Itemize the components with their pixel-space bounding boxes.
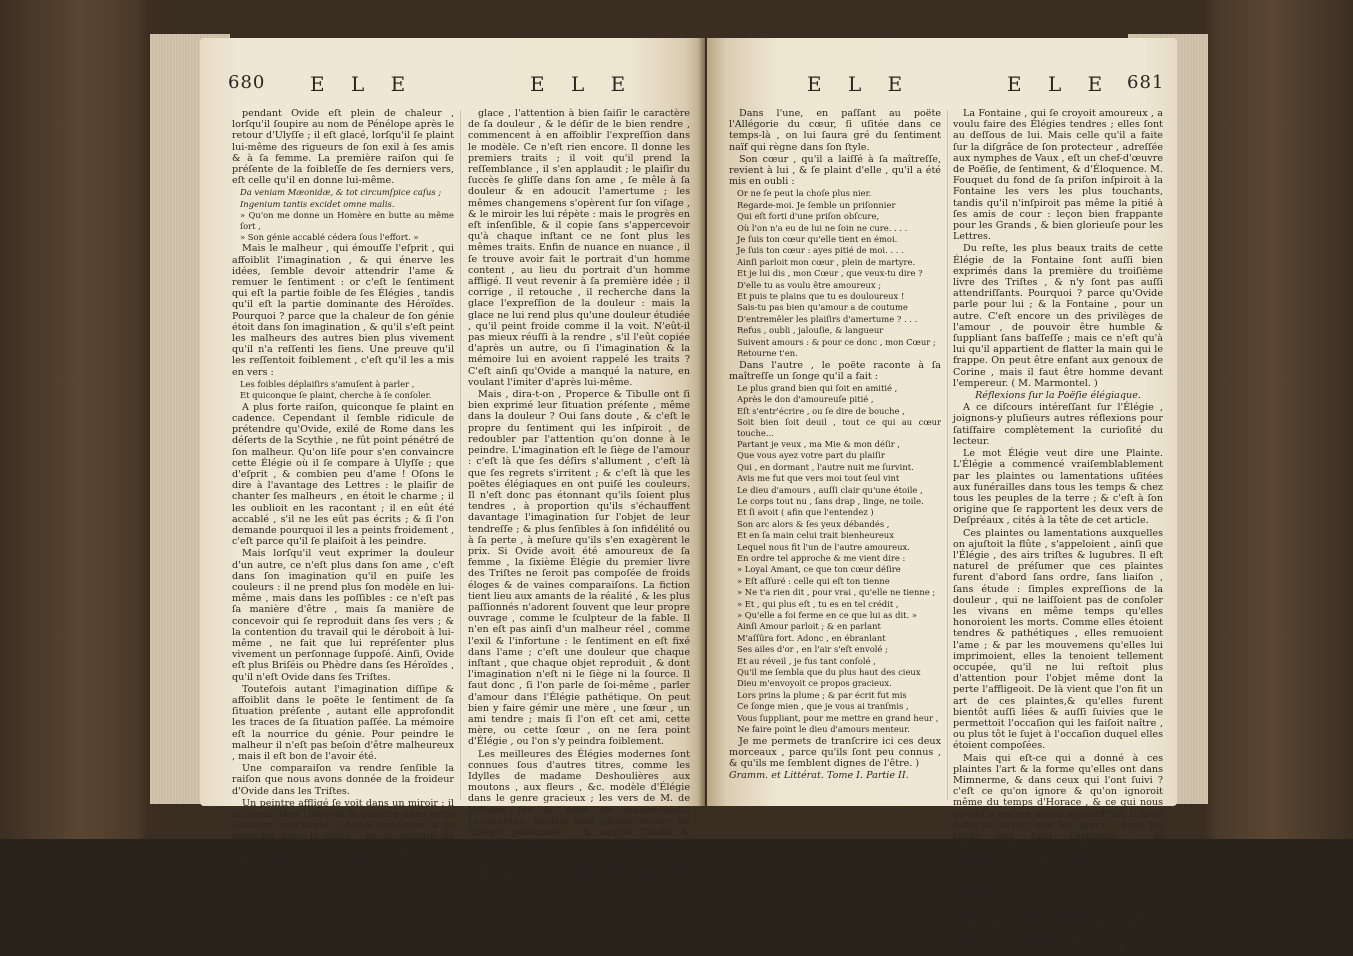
verse-line: Partant je veux , ma Mie & mon déſir , [737,438,901,449]
verse-line: Suivent amours : & pour ce donc , mon Cœur ; [737,336,936,347]
verse-line: Ne faire point le dieu d'amours menteur. [737,724,910,735]
verse-line: Qu'il me ſembla que du plus haut des cieux [737,667,921,678]
verse-line: Or ne ſe peut la choſe plus nier. [737,188,872,199]
verse-line: » Loyal Amant, ce que ton cœur déſire [737,564,901,575]
verse-line: Les foibles déplaiſirs s'amuſent à parler , [240,378,415,389]
verse-line: Regarde-moi. Je ſemble un priſonnier [737,199,896,210]
verse-line: Ce ſonge mien , que je vous ai tranſmis , [737,701,909,712]
paragraph: pendant Ovide eſt plein de chaleur , lorſqu'il ſoupire au nom de Pénélope après le retour d'Ulyſſe ; il eſt glacé, lorſqu'il ſe plaint lui-même des rigueurs de ſon exil à ſes amis & à ſa femme. La première raiſon qui ſe préſente de la foibleſſe de ſes derniers vers, eſt celle qu'il en donne lui-même. [232,108,454,187]
verse-line: Lequel nous fit l'un de l'autre amoureux. [737,541,910,552]
paragraph: Une comparaiſon va rendre ſenſible la raiſon que nous avons donnée de la froideur d'Ovide dans les Triſtes. [232,763,454,797]
verse-line: Je ſuis ton cœur : ayes pitié de moi. . . . [737,245,904,256]
verse-line: Après le don d'amoureuſe pitié , [737,394,874,405]
paragraph: Mais lorſqu'il veut exprimer la douleur d'un autre, ce n'eſt plus dans ſon ame , c'eſt dans ſon imagination qu'il en puiſe les couleurs : il ne prend plus ſon modèle en lui-même , mais dans les poſſibles : ce n'eſt pas ſa manière d'être , mais ſa manière de concevoir qui ſe reproduit dans ſes vers ; & la contention du travail qui le déroboit à lui-même , ne fait que lui repréſenter plus vivement un perſonnage ſuppoſé. Ainſi, Ovide eſt plus Briſéis ou Phèdre dans ſes Héroïdes , qu'il n'eſt Ovide dans ſes Triſtes. [232,548,454,683]
verse-line: Ainſi Amour parloit ; & en parlant [737,621,881,632]
verse-line: Je ſuis ton cœur qu'elle tient en émoi. [737,234,898,245]
right-page-column-2 [953,108,1163,956]
verse-line: » Et , qui plus eſt , tu es en tel crédit , [737,598,899,609]
left-page-column-2 [468,108,690,908]
verse-line: D'elle tu as voulu être amoureux ; [737,279,882,290]
column-divider [947,110,948,800]
verse-line: Le plus grand bien qui ſoit en amitié , [737,382,898,393]
verse-line: Avis me fut que vers moi tout ſeul vint [737,473,900,484]
verse-line: Qui eſt forti d'une priſon obſcure, [737,211,880,222]
verse-line: Soit bien ſoit deuil , tout ce qui au cœur touche... [737,417,941,438]
page-number-left: 680 [228,72,266,93]
paragraph: Ces plaintes ou lamentations auxquelles on ajuſtoit la flûte , s'appeloient , ainſi que l'Élégie , des airs triſtes & lugubres. Il eſt naturel de préſumer que ces plaintes furent d'abord ſans ordre, ſans liaiſon , ſans étude : ſimples expreſſions de la douleur , qui ne laiſſoient pas de conſoler les vivans en même temps qu'elles honoroient les morts. Comme elles étoient tendres & pathétiques , elles remuoient l'ame ; & par les mouvemens qu'elles lui imprimoient, elles la tenoient tellement occupée, qu'il ne lui reſtoit plus d'attention pour l'objet même dont la perte l'affligeoit. De là vient que l'on fit un art de ces plaintes,& qu'elles furent bientôt auſſi liées & auſſi ſuivies que le permettoit l'occaſion qui les faiſoit naître , ou plus tôt le ſujet à l'occaſion duquel elles étoient compoſées. [953,527,1163,752]
verse-line: Retourne t'en. [737,348,798,359]
paragraph: Dans l'une, en paſſant au poëte l'Allégorie du cœur, ſi uſitée dans ce temps-là , on lui ſaura gré du ſentiment naïf qui règne dans ſon ſtyle. [729,108,941,153]
paragraph: Enſuite les poëtes, qui avoient employé cette meſure pour ſoupirer leurs peines , l'employèrent pour chanter leurs plaiſirs ; de là , par la bizarrerie de l'u- [953,899,1163,944]
column-divider [460,110,461,800]
paragraph: A plus forte raiſon, quiconque ſe plaint en cadence. Cependant il ſemble ridicule de prétendre qu'Ovide, exilé de Rome dans les déſerts de la Scythie , ne fût point pénétré de ſon malheur. Qu'on liſe pour s'en convaincre cette Élégie où il ſe compare à Ulyſſe ; que d'eſprit , & combien peu d'ame ! Oſons le dire à l'avantage des Lettres : le plaiſir de chanter ſes malheurs , en étoit le charme ; il les oublioit en les racontant ; il en eût été accablé , s'il ne les eût pas écrits ; & ſi l'on demande pourquoi il les a peints froidement , c'eſt parce qu'il ſe plaiſoit à les peindre. [232,401,454,548]
left-page [200,38,705,908]
running-head-left-b: E L E [530,72,636,96]
verse-line: Et je lui dis , mon Cœur , que veux-tu dire ? [737,268,923,279]
verse-line: Eſt s'entr'écrire , ou ſe dire de bouche , [737,405,905,416]
verse-line: » Ne t'a rien dit , pour vrai , qu'elle ne tienne ; [737,587,936,598]
left-page-column-1 [232,108,454,865]
paragraph: (¶ On retrouve quelque trace de l'Élégie ancienne dans la quatrième & la ſixième des Élégies de Marot. [468,861,690,896]
verse-line: Da veniam Mæonidæ, & tot circumſpice caſus ; [240,187,442,198]
verse-line: Le corps tout nu , ſans drap , linge, ne toile. [737,495,924,506]
verse-line: Et quiconque ſe plaint, cherche à ſe conſoler. [240,390,432,401]
paragraph: glace , l'attention à bien ſaiſir le caractère de ſa douleur , & le déſir de le bien rendre , commencent à en affoiblir l'expreſſion dans le modèle. Ce n'eſt rien encore. Il donne les premiers traits ; il voit qu'il prend la reſſemblance , il s'en applaudit ; le plaiſir du ſuccès ſe gliſſe dans ſon ame , ſe mêle à ſa douleur & en adoucit l'amertume ; les mêmes changemens s'opèrent ſur ſon viſage , & le miroir les lui répète : mais le progrès en eſt inſenſible, & il copie ſans s'appercevoir qu'à chaque inſtant ce ne ſont plus les mêmes traits. Enfin de nuance en nuance , il ſe trouve avoir fait le portrait d'un homme content , au lieu du portrait d'un homme affligé. Il veut revenir à ſa première idée ; il corrige , il retouche , il recherche dans la glace l'expreſſion de la douleur : mais la glace ne lui rend plus qu'une douleur étudiée , qu'il peint froide comme il la voit. N'eût-il pas mieux réuſſi à la rendre , s'il l'eût copiée d'après un autre, ou ſi l'imagination & la mémoire lui en avoient rappelé les traits ? C'eſt ainſi qu'Ovide a manqué la nature, en voulant l'imiter d'après lui-même. [468,108,690,388]
paragraph: Toutefois autant l'imagination diſſipe & affoiblit dans le poëte le ſentiment de ſa ſituation préſente , autant elle approfondit les traces de ſa ſituation paſſée. La mémoire eſt la nourrice du génie. Pour peindre le malheur il n'eſt pas beſoin d'être malheureux , mais il eſt bon de l'avoir été. [232,683,454,762]
paragraph: Le mot Élégie veut dire une Plainte. L'Élégie a commencé vraiſemblablement par les plaintes ou lamentations uſitées aux funérailles dans tous les temps & chez tous les peuples de la terre ; & c'eſt à ſon origine que ſe rapportent les deux vers de Deſpréaux , cités à la tête de cet article. [953,448,1163,527]
verse-line: Et puis te plains que tu es douloureux ! [737,291,905,302]
right-page-column-1 [729,108,941,798]
verse-line: Et en ſa main celui trait bienheureux [737,530,894,541]
paragraph: Mais qui eſt-ce qui a donné à ces plaintes l'art & la forme qu'elles ont dans Mimnerme, & dans ceux qui l'ont ſuivi ? c'eſt ce qu'on ignore & qu'on ignoroit même du temps d'Horace , & ce qui nous intéreſſe encore moins aujourd'hui. Il nous ſuffit de ſavoir que les grecs , dont les latins ont ſuivi l'exemple , ſe déterminèrent à compoſer leurs Poëſies plaintives , leurs Élégies , en vers pentamètres & hexamètres entrelacés : de là cette ſorte de vers a pris le nom d'Élégiaques. [953,752,1163,899]
verse-line: Son arc alors & ſes yeux débandés , [737,518,890,529]
text-line: Dans [665,896,690,908]
verse-line: Refus , oubli , jalouſie, & langueur [737,325,884,336]
verse-line: Et au réveil , je fus tant conſolé , [737,655,876,666]
paragraph: Mais , dira-t-on , Properce & Tibulle ont ſi bien exprimé leur ſituation préſente , même dans la douleur ? Oui ſans doute , & c'eſt le propre du ſentiment qui les inſpiroit , de redoubler par l'attention qu'on donne à le peindre. L'imagination eſt le ſiège de l'amour : c'eſt là que ſes déſirs s'allument , c'eſt là que ſes regrets s'irritent ; & c'eſt là que les poëtes élégiaques en ont puiſé les couleurs. Il n'eſt donc pas étonnant qu'ils ſoient plus tendres , à proportion qu'ils s'échauffent davantage l'imagination ſur l'objet de leur tendreſſe ; & plus ſenſibles à ſon infidélité ou à ſa perte , à meſure qu'ils s'en exagèrent le prix. Si Ovide avoit été amoureux de ſa femme , la ſixième Élégie du premier livre des Triſtes ne ſeroit pas compoſée de froids éloges & de vaines comparaiſons. La fiction tient lieu aux amants de la réalité , & les plus paſſionnés n'adorent ſouvent que leur propre ouvrage , comme le ſculpteur de la fable. Il n'en eſt pas ainſi d'un malheur réel , comme l'exil & l'infortune : le ſentiment en eſt fixé dans l'ame ; c'eſt une douleur que chaque inſtant , que chaque objet reproduit , & dont l'imagination n'eſt ni le ſiège ni la ſource. Il faut donc , ſi l'on parle de ſoi-même , parler d'amour dans l'Élégie pathétique. On peut bien y faire gémir une mère , une ſœur , un ami tendre ; mais ſi l'on eſt cet ami, cette mère, ou cette ſœur , on ne ſera point d'Élégie , ou l'on s'y peindra foiblement. [468,389,690,748]
verse-line: » Qu'elle a foi ferme en ce que lui as dit. » [737,610,917,621]
verse-line: Ses ailes d'or , en l'air s'eſt envolé ; [737,644,888,655]
verse-line: Ingenium tantis excidet omne malis. [240,198,395,209]
verse-line: Ainſi parloit mon cœur , plein de martyre. [737,256,916,267]
verse-line: » Eſt aſſuré : celle qui eſt ton tienne [737,575,890,586]
verse-line: » Qu'on me donne un Homère en butte au même ſort , [240,210,454,231]
running-head-right [707,72,1177,102]
verse-line: Que vous ayez votre part du plaiſir [737,450,885,461]
verse-line: D'entremêler les plaiſirs d'amertume ? . . . [737,313,918,324]
verse-line: Vous ſuppliant, pour me mettre en grand heur , [737,712,939,723]
right-page [707,38,1177,956]
verse-line: M'aſſûra fort. Adonc , en ébranlant [737,632,886,643]
verse-line: Le dieu d'amours , auſſi clair qu'une étoile , [737,484,923,495]
verse-line: Où l'on n'a eu de lui ne ſoin ne cure. . . . [737,222,908,233]
page-number-right: 681 [1127,72,1165,93]
verse-line: Sais-tu pas bien qu'amour a de coutume [737,302,908,313]
paragraph: Son cœur , qu'il a laiſſé à ſa maîtreſſe, revient à lui , & ſe plaint d'elle , qu'il a été mis en oubli : [729,153,941,188]
verse-line: Et ſi avoit ( afin que l'entendez ) [737,507,874,518]
paragraph: Mais le malheur , qui émouſſe l'eſprit , qui affoiblit l'imagination , & qui énerve les idées, ſemble devoir attendrir l'ame & remuer le ſentiment : or c'eſt le ſentiment qui eſt la partie foible de ſes Élégies , tandis qu'il eſt la partie dominante des Héroïdes. Pourquoi ? parce que la chaleur de ſon génie étoit dans ſon imagination , & qu'il s'eſt peint les malheurs des autres bien plus vivement qu'il n'a reſſenti les ſiens. Une preuve qu'il les reſſentoit foiblement , c'eſt qu'il les a mis en vers : [232,243,454,378]
running-head-right-b: E L E [1007,72,1113,96]
verse-line: En ordre tel approche & me vient dire : [737,553,906,564]
text-line: Gramm. et Littérat. Tome I. Partie II. [729,770,909,782]
text-line: Réflexions ſur la Poëſie élégiaque. [975,390,1141,402]
paragraph: Du reſte, les plus beaux traits de cette Élégie de la Fontaine ſont auſſi bien exprimés dans la première du troiſième livre des Triſtes , & n'y ſont pas auſſi attendriſſants. Pourquoi ? parce qu'Ovide parle pour lui ; & la Fontaine , pour un autre. C'eſt encore un des privilèges de l'amour , de pouvoir être humble & ſuppliant ſans baſſeſſe ; mais ce n'eſt qu'à lui qu'il appartient de flatter la main qui le frappe. On peut être enfant aux genoux de Corine , mais il faut être homme devant l'empereur. ( M. Marmontel. ) [953,243,1163,389]
running-head-left-a: E L E [310,72,416,96]
paragraph: A ce diſcours intéreſſant ſur l'Élégie , joignons-y pluſieurs autres réflexions pour ſatiſfaire complètement la curioſité du lecteur. [953,402,1163,447]
running-head-left [200,72,705,102]
running-head-right-a: E L E [807,72,913,96]
verse-line: » Son génie accablé cédera ſous l'effort. » [240,232,419,243]
paragraph: Un peintre affligé ſe voit dans un miroir ; il lui vient dans l'idée de ſe peindre dans cette ſituation touchante ; doit-il continuer à ſe regarder dans la glace , ou ſe peindre de mémoire après s'être vu la première fois ? S'il continue de ſe voir dans la [232,797,454,865]
paragraph: Dans l'autre , le poëte raconte à ſa maîtreſſe un ſonge qu'il a fait : [729,359,941,382]
verse-line: Lors prins la plume ; & par écrit fut mis [737,689,907,700]
verse-line: Dieu m'envoyoit ce propos gracieux. [737,678,892,689]
verse-line: Qui , en dormant , l'autre nuit me ſurvint. [737,461,914,472]
paragraph: Les meilleures des Élégies modernes ſont connues ſous d'autres titres, comme les Idylles de madame Deshoulières aux moutons , aux fleurs , &c. modèle d'Élégie dans le genre gracieux ; les vers de M. de Voltaire ſur la mort de mademoiſelle Lecouvreur; modèle plus parfait encore de l'Élégie paſſionnée , & auquel Tibulle & Properce même n'ont peut-être rien à oppoſer , &c. [468,748,690,861]
paragraph: Je me permets de tranſcrire ici ces deux morceaux , parce qu'ils ſont peu connus , & qu'ils me ſemblent dignes de l'être. ) [729,735,941,769]
text-line: R r r s [1118,945,1163,956]
paragraph: La Fontaine , qui ſe croyoit amoureux , a voulu faire des Élégies tendres ; elles ſont au deſſous de lui. Mais celle qu'il a faite ſur la diſgrâce de ſon protecteur , adreſſée aux nymphes de Vaux , eſt un chef-d'œuvre de Poëſie, de ſentiment, & d'Éloquence. M. Fouquet du fond de ſa priſon inſpiroit à la Fontaine les vers les plus touchants, tandis qu'il n'inſpiroit pas même la pitié à ſes amis de cour : leçon bien frappante pour les Grands , & bien glorieuſe pour les Lettres. [953,108,1163,243]
